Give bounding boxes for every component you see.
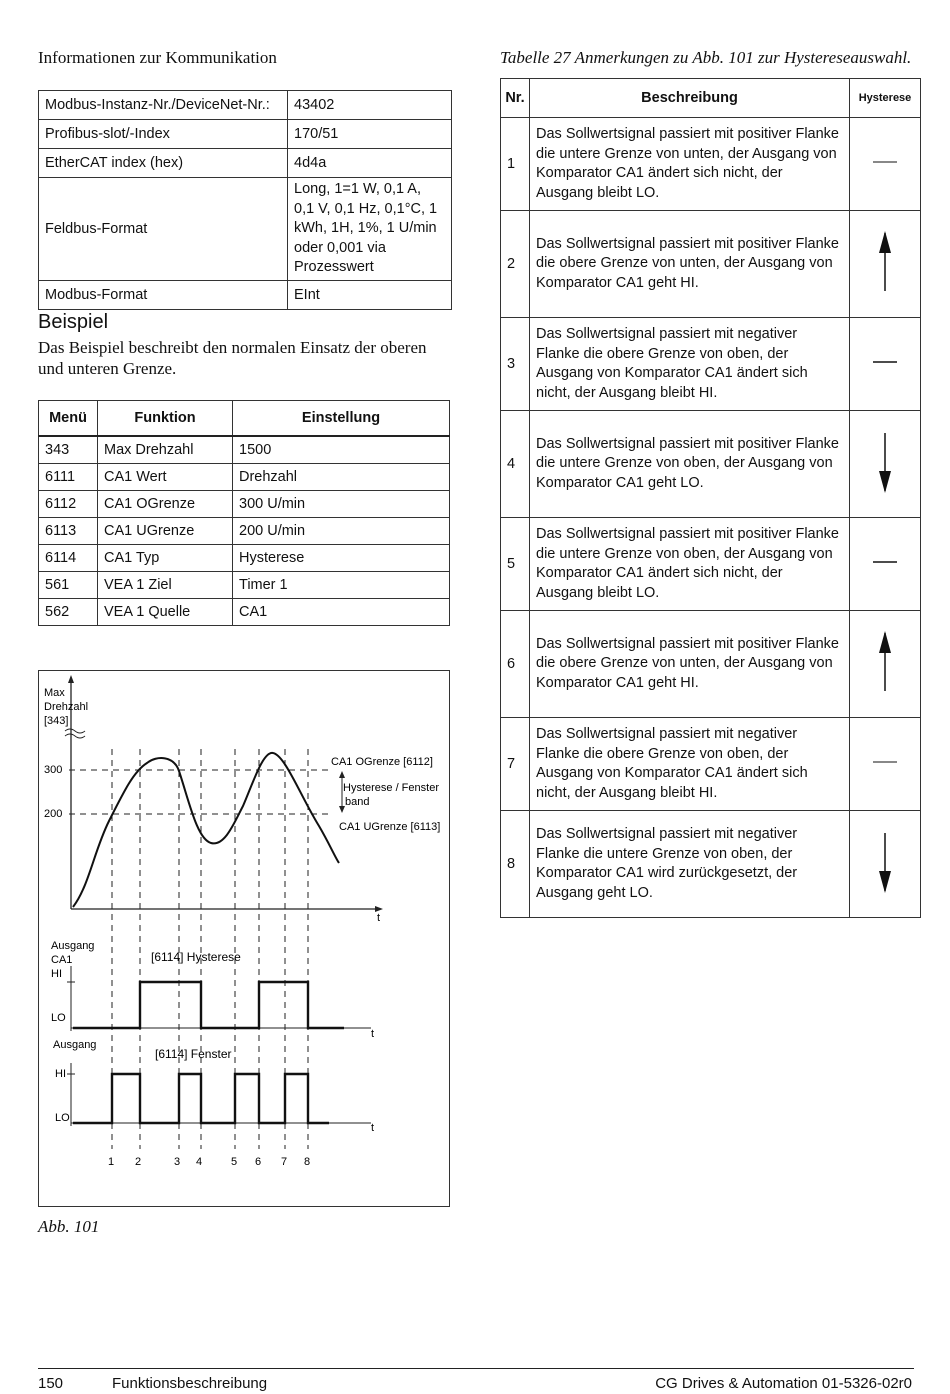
info-value: 4d4a: [288, 149, 452, 178]
marker-7: 7: [281, 1156, 288, 1168]
band-label-2: band: [345, 796, 370, 808]
output2-hi: HI: [55, 1068, 66, 1080]
setting-cell: Hysterese: [233, 545, 450, 572]
y-tick-300: 300: [44, 764, 63, 776]
y-label-3: [343]: [44, 715, 69, 727]
table-row: [39, 464, 450, 491]
setting-cell: Drehzahl: [233, 464, 450, 491]
info-label: Modbus-Instanz-Nr./DeviceNet-Nr.:: [39, 91, 288, 120]
table-row: [501, 611, 921, 718]
nr-cell: 7: [501, 718, 530, 811]
footer-section: Funktionsbeschreibung: [112, 1375, 268, 1392]
output2-t: t: [371, 1122, 375, 1134]
table-row: [39, 572, 450, 599]
output1-label-1: Ausgang: [51, 940, 95, 952]
description-cell: Das Sollwertsignal passiert mit positiver Flanke die untere Grenze von oben, der Ausgang von Komparator CA1 ändert sich nicht, der Ausgang bleibt LO.: [530, 518, 850, 611]
x-axis-label: t: [377, 912, 381, 924]
menu-cell: 6111: [39, 464, 98, 491]
table-caption: Tabelle 27 Anmerkungen zu Abb. 101 zur Hystereseauswahl.: [500, 48, 912, 67]
info-label: Profibus-slot/-Index: [39, 120, 288, 149]
no-change-icon: [865, 527, 905, 597]
menu-cell: 6114: [39, 545, 98, 572]
output1-hysteresis-signal: [73, 982, 344, 1028]
lower-limit-label: CA1 UGrenze [6113]: [339, 821, 441, 833]
function-cell: CA1 Typ: [98, 545, 233, 572]
axis-break-icon: [65, 729, 85, 738]
table-row: [501, 118, 921, 211]
page-number: 150: [38, 1375, 64, 1392]
nr-cell: 1: [501, 118, 530, 211]
no-change-icon: [865, 327, 905, 397]
example-settings-table: [38, 400, 450, 626]
hysteresis-symbol-cell: [850, 518, 921, 611]
y-label-1: Max: [44, 687, 65, 699]
table-row: [501, 318, 921, 411]
marker-3: 3: [174, 1156, 181, 1168]
function-cell: Max Drehzahl: [98, 436, 233, 464]
marker-5: 5: [231, 1156, 238, 1168]
info-label: EtherCAT index (hex): [39, 149, 288, 178]
function-cell: CA1 Wert: [98, 464, 233, 491]
nr-cell: 4: [501, 411, 530, 518]
nr-cell: 3: [501, 318, 530, 411]
y-axis-arrow: [68, 675, 74, 683]
output2-lo: LO: [55, 1112, 70, 1124]
description-cell: Das Sollwertsignal passiert mit negativer Flanke die untere Grenze von oben, der Komparator CA1 wird zurückgesetzt, der Ausgang geht LO.: [530, 811, 850, 918]
marker-8: 8: [304, 1156, 311, 1168]
table-row: [39, 436, 450, 464]
function-cell: VEA 1 Ziel: [98, 572, 233, 599]
description-cell: Das Sollwertsignal passiert mit positiver Flanke die obere Grenze von unten, der Ausgang von Komparator CA1 geht HI.: [530, 211, 850, 318]
hysteresis-symbol-cell: [850, 411, 921, 518]
description-cell: Das Sollwertsignal passiert mit positiver Flanke die obere Grenze von unten, der Ausgang von Komparator CA1 geht HI.: [530, 611, 850, 718]
table-row: [501, 518, 921, 611]
menu-cell: 562: [39, 599, 98, 626]
example-text: Das Beispiel beschreibt den normalen Einsatz der oberen und unteren Grenze.: [38, 338, 427, 378]
col-menu: Menü: [39, 401, 98, 437]
setting-cell: 200 U/min: [233, 518, 450, 545]
hysteresis-table: [500, 78, 921, 918]
example-heading: Beispiel: [38, 311, 109, 333]
menu-cell: 6113: [39, 518, 98, 545]
arrow-down-icon: [865, 827, 905, 897]
nr-cell: 8: [501, 811, 530, 918]
info-value: 170/51: [288, 120, 452, 149]
info-label: Feldbus-Format: [39, 178, 288, 281]
setting-cell: 1500: [233, 436, 450, 464]
parameter-info-table: [38, 90, 452, 310]
description-cell: Das Sollwertsignal passiert mit positiver Flanke die untere Grenze von oben, der Ausgang von Komparator CA1 geht LO.: [530, 411, 850, 518]
output1-hi: HI: [51, 968, 62, 980]
hysteresis-symbol-cell: [850, 718, 921, 811]
function-cell: CA1 UGrenze: [98, 518, 233, 545]
y-tick-200: 200: [44, 808, 63, 820]
table-row: [501, 411, 921, 518]
menu-cell: 561: [39, 572, 98, 599]
menu-cell: 6112: [39, 491, 98, 518]
col-nr: Nr.: [501, 79, 530, 118]
nr-cell: 2: [501, 211, 530, 318]
info-row: [39, 120, 452, 149]
output2-label: Ausgang: [53, 1039, 97, 1051]
band-label-1: Hysterese / Fenster: [343, 782, 439, 794]
hysteresis-symbol-cell: [850, 118, 921, 211]
arrow-up-icon: [865, 627, 905, 697]
nr-cell: 5: [501, 518, 530, 611]
marker-4: 4: [196, 1156, 203, 1168]
output1-title: [6114] Hysterese: [151, 950, 241, 964]
nr-cell: 6: [501, 611, 530, 718]
footer-doc-id: CG Drives & Automation 01-5326-02r0: [655, 1375, 912, 1392]
setting-cell: 300 U/min: [233, 491, 450, 518]
running-header: Informationen zur Kommunikation: [38, 48, 277, 67]
info-row: [39, 91, 452, 120]
function-cell: VEA 1 Quelle: [98, 599, 233, 626]
figure-frame: [38, 670, 450, 1207]
upper-limit-label: CA1 OGrenze [6112]: [331, 756, 433, 768]
hysteresis-symbol-cell: [850, 318, 921, 411]
function-cell: CA1 OGrenze: [98, 491, 233, 518]
footer-rule: [38, 1368, 914, 1369]
table-row: [501, 811, 921, 918]
marker-2: 2: [135, 1156, 142, 1168]
description-cell: Das Sollwertsignal passiert mit negativer Flanke die obere Grenze von oben, der Ausgang von Komparator CA1 ändert sich nicht, der Ausgang bleibt HI.: [530, 318, 850, 411]
no-change-icon: [865, 127, 905, 197]
figure-caption: Abb. 101: [38, 1217, 100, 1236]
setpoint-signal-curve: [73, 753, 339, 907]
table-row: [501, 718, 921, 811]
hysteresis-symbol-cell: [850, 811, 921, 918]
no-change-icon: [865, 727, 905, 797]
col-hysteresis: Hysterese: [850, 79, 921, 118]
table-row: [39, 518, 450, 545]
menu-cell: 343: [39, 436, 98, 464]
marker-lines: [112, 749, 308, 1149]
output1-label-2: CA1: [51, 954, 73, 966]
info-label: Modbus-Format: [39, 280, 288, 309]
hysteresis-symbol-cell: [850, 211, 921, 318]
output2-window-signal: [73, 1074, 329, 1123]
table-row: [501, 211, 921, 318]
description-cell: Das Sollwertsignal passiert mit negativer Flanke die obere Grenze von oben, der Ausgang von Komparator CA1 ändert sich nicht, der Ausgang bleibt HI.: [530, 718, 850, 811]
info-row: [39, 178, 452, 281]
marker-6: 6: [255, 1156, 262, 1168]
output1-lo: LO: [51, 1012, 66, 1024]
output2-title: [6114] Fenster: [155, 1047, 232, 1061]
info-row: [39, 149, 452, 178]
description-cell: Das Sollwertsignal passiert mit positiver Flanke die untere Grenze von unten, der Ausgang von Komparator CA1 ändert sich nicht, der Ausgang bleibt LO.: [530, 118, 850, 211]
arrow-up-icon: [865, 227, 905, 297]
table-row: [39, 599, 450, 626]
table-row: [39, 491, 450, 518]
col-function: Funktion: [98, 401, 233, 437]
info-row: [39, 280, 452, 309]
marker-1: 1: [108, 1156, 115, 1168]
info-value: Long, 1=1 W, 0,1 A, 0,1 V, 0,1 Hz, 0,1°C, 1 kWh, 1H, 1%, 1 U/min oder 0,001 via Prozesswert: [288, 178, 452, 281]
hysteresis-diagram: [39, 671, 449, 1206]
band-arrow-up-icon: [339, 771, 345, 778]
setting-cell: CA1: [233, 599, 450, 626]
table-row: [39, 545, 450, 572]
col-description: Beschreibung: [530, 79, 850, 118]
info-value: 43402: [288, 91, 452, 120]
hysteresis-symbol-cell: [850, 611, 921, 718]
output1-t: t: [371, 1028, 375, 1040]
arrow-down-icon: [865, 427, 905, 497]
info-value: EInt: [288, 280, 452, 309]
y-label-2: Drehzahl: [44, 701, 89, 713]
setting-cell: Timer 1: [233, 572, 450, 599]
col-setting: Einstellung: [233, 401, 450, 437]
